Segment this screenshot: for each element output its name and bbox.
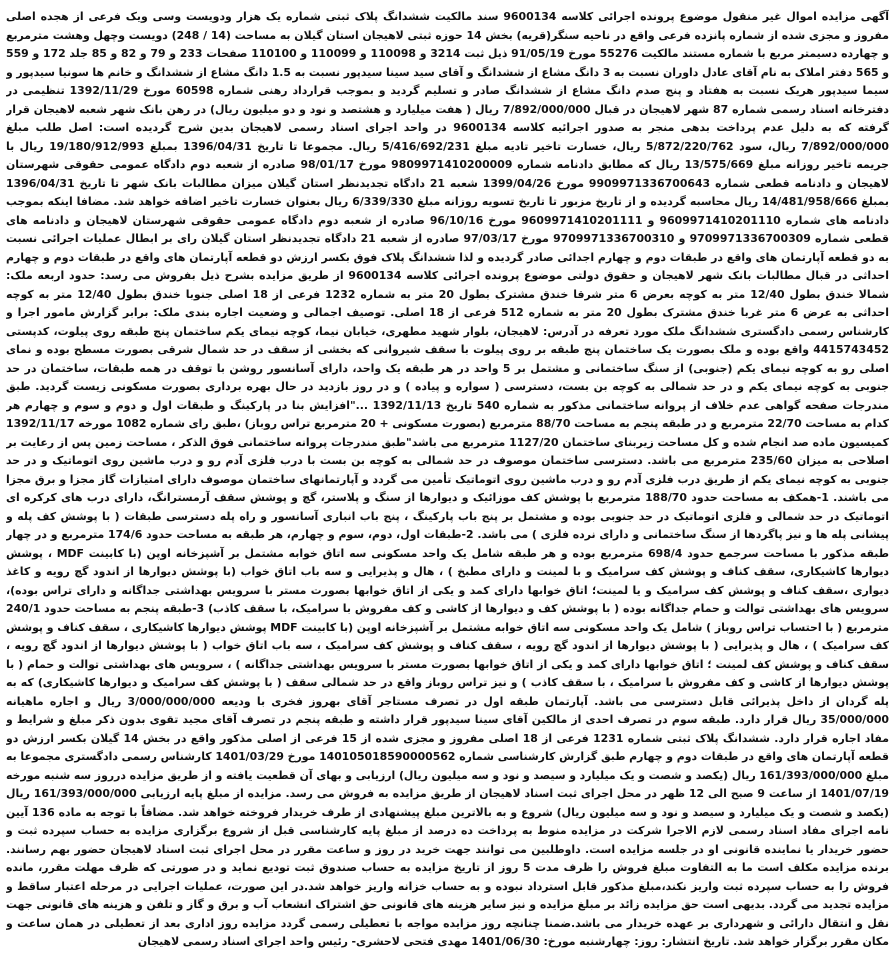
auction-notice-page	[6, 8, 889, 964]
auction-notice-body: آگهی مزایده اموال غیر منقول موضوع پرونده اجرائی کلاسه 9600134 سند مالکیت ششدانگ پلاک ثبتی شماره یک هزار ودویست وسی ویک فرعی از هجده اصلی مفروز و مجزی شده از شماره پانزده فرعی واقع در ناحیه سنگر(قریه) بخش 14 حوزه ثبتی لاهیجان استان گیلان به مساحت (14 / 248) دویست وچهل وهشت مترمربع و چهارده دسیمتر مربع با شماره مستند مالکیت 55276 مورخ 91/05/19 ذیل ثبت 3214 و 110098 و 110099 و 110100 صفحات 233 و 79 و 82 و 85 جلد 172 و 559 و 565 دفتر املاک به نام آقای عادل داوران نسبت به 3 دانگ مشاع از ششدانگ و آقای سید سینا سیدپور نسبت به 1.5 دانگ مشاع از ششدانگ و خانم ها سونیا سیدپور و سیما سیدپور هریک نسبت به هفتاد و پنج صدم دانگ مشاع از ششدانگ صادر و تسلیم گردید و بموجب قرارداد رهنی شماره 60598 مورخ 1392/11/29 تنظیمی در دفترخانه اسناد رسمی شماره 87 شهر لاهیجان در قبال 7/892/000/000 ریال ( هفت میلیارد و هشتصد و نود و دو میلیون ریال) در رهن بانک شهر شعبه لاهیجان قرار گرفته که به دلیل عدم پرداخت بدهی منجر به صدور اجرائیه کلاسه 9600134 در واحد اجرای اسناد رسمی لاهیجان بدین شرح گردیده است: اصل طلب مبلغ 7/892/000/000 ریال، سود 5/872/220/762 ریال، خسارت تاخیر تادیه مبلغ 5/416/692/231 ریال. مجموعا تا تاریخ 1396/04/31 بمبلغ 19/180/912/993 ریال با جریمه تاخیر روزانه مبلغ 13/575/669 ریال که مطابق دادنامه شماره 9809971410200009 مورخ 98/01/17 صادره از شعبه دوم دادگاه عمومی حقوقی شهرستان لاهیجان و دادنامه قطعی شماره 9909971336700643 مورخ 1399/04/26 شعبه 21 دادگاه تجدیدنظر استان گیلان میزان مطالبات بانک شهر تا تاریخ 1396/04/31 بمبلغ 14/481/958/666 ریال محاسبه گردیده و از تاریخ مزبور تا تاریخ تسویه روزانه مبلغ 6/339/330 ریال بعنوان خسارت تاخیر اضافه خواهد شد. مضافا اینکه بموجب دادنامه های شماره 9609971410201110 و 9609971410201111 مورخ 96/10/16 صادره از شعبه دوم دادگاه عمومی حقوقی شهرستان لاهیجان و دادنامه های قطعی شماره 9709971336700309 و 9709971336700310 مورخ 97/03/17 صادره از شعبه 21 دادگاه تجدیدنظر استان گیلان رای بر ابطال عملیات اجرائی نسبت به دو قطعه آپارتمان های واقع در طبقات دوم و چهارم اجدائی صادر گردیده و لذا ششدانگ پلاک فوق بکسر ارزش دو قطعه آپارتمان های واقع در طبقات دوم و چهارم احداثی در قبال مطالبات بانک شهر لاهیجان و حقوق دولتی موضوع پرونده اجرائی کلاسه 9600134 از طریق مزایده بشرح ذیل بفروش می رسد: حدود اربعه ملک: شمالا خندق بطول 12/40 متر به کوچه بعرض 6 متر شرقا خندق مشترک بطول 20 متر به شماره 1232 فرعی از 18 اصلی جنوبا خندق بطول 12/40 متر به کوچه احداثی به عرض 6 متر غربا خندق مشترک بطول 20 متر به شماره 512 فرعی از 18 اصلی. توصیف اجمالی و وضعیت اجاره بندی ملک: برابر گزارش مامور اجرا و کارشناس رسمی دادگستری ششدانگ ملک مورد تعرفه در آدرس: لاهیجان، بلوار شهید مطهری، خیابان نیما، کوچه نیمای یکم ساختمان پنج طبقه روی پیلوت، کدپستی 4415743452 واقع بوده و ملک بصورت یک ساختمان پنج طبقه بر روی پیلوت با سقف شیروانی که بخشی از سقف در حد شمال شرقی بصورت مسطح بوده و نمای اصلی رو به کوچه نیمای یکم (جنوبی) از سنگ ساختمانی و مشتمل بر 5 واحد در هر طبقه یک واحد، دارای آسانسور روشن با توقف در همه طبقات، ساختمان در حد جنوبی به کوچه نیمای یکم و در حد شمالی به کوچه بن بست، دسترسی ( سواره و پیاده ) و در روز بازدید در حال بهره برداری بصورت مسکونی زیست گردید. طبق مندرجات صفحه گواهی عدم خلاف از پروانه ساختمانی مذکور به شماره 540 تاریخ 1392/11/13 ..."افزایش بنا در پارکینگ و طبقات اول و دوم و سوم و چهارم هر کدام به مساحت 22/70 مترمربع و در طبقه پنجم به مساحت 88/70 مترمربع (بصورت مسکونی + 20 مترمربع تراس روباز) ،طبق رای شماره 1082 مورخه 1392/11/17 کمیسیون ماده صد انجام شده و کل مساحت زیربنای ساختمان 1127/20 مترمربع می باشد"طبق مندرجات پروانه ساختمانی فوق الذکر ، مساحت زمین پس از رعایت بر اصلاحی به میزان 235/60 مترمربع می باشد. دسترسی ساختمان موصوف در حد شمالی به کوچه بن بست با درب فلزی آدم رو و درب ماشین روی اتوماتیک و در حد جنوبی به کوچه نیمای یکم از طریق درب فلزی آدم رو و درب ماشین روی اتوماتیک تأمین می گردد و آپارتمانهای ساختمان موصوف دارای امتیازات گاز مجزا و برق مجزا می باشند. 1-همکف به مساحت حدود 188/70 مترمربع با پوشش کف موزائیک و دیوارها از سنگ و پلاستر، گچ و پوشش سقف آرمسترانگ، دارای درب های کرکره ای اتوماتیک در حد شمالی و فلزی اتوماتیک در حد جنوبی بوده و مشتمل بر پنج باب پارکینگ ، پنج باب انباری آسانسور و راه پله دسترسی طبقات ( با پوشش کف پله و پیشانی پله ها و نیز پاگردها از سنگ ساختمانی و دارای نرده فلزی ) می باشد. 2-طبقات اول، دوم، سوم و چهارم، هر طبقه به مساحت حدود 174/6 مترمربع و در چهار طبقه مذکور با مساحت سرجمع حدود 698/4 مترمربع بوده و هر طبقه شامل یک واحد مسکونی سه اتاق خوابه مشتمل بر آشپزخانه اوپن (با کابینت MDF ، پوشش دیوارها کاشیکاری، سقف کناف و پوشش کف سرامیک و با لمینت و دارای مطبخ ) ، هال و پذیرایی و سه باب اتاق خواب (با پوشش دیوارها از اندود گچ رویه و کاغذ دیواری ،سقف کناف و پوشش کف سرامیک و یا لمینت؛ اتاق خوابها دارای کمد و یکی از اتاق خوابها بصورت مستر با سرویس بهداشتی جداگانه و دارای تراس بوده)، سرویس های بهداشتی توالت و حمام جداگانه بوده ( با پوشش کف و دیوارها از کاشی و کف مفروش با سرامیک، با سقف کاذب) 3-طبقه پنجم به مساحت حدود 240/1 مترمربع ( با احتساب تراس روباز ) شامل یک واحد مسکونی سه اتاق خوابه مشتمل بر آشپزخانه اوپن (با کابینت MDF پوشش دیوارها کاشیکاری ، سقف کناف و پوشش کف سرامیک ) ، هال و پذیرایی ( با پوشش دیوارها از اندود گچ رویه ، سقف کناف و پوشش کف سرامیک ، سه باب اتاق خواب ( با پوشش دیوارها از اندود گچ رویه ، سقف کناف و پوشش کف لمینت ؛ اتاق خوابها دارای کمد و یکی از اتاق خوابها بصورت مستر با سرویس بهداشتی جداگانه ) ، سرویس های بهداشتی توالت و حمام ( با پوشش دیوارها از کاشی و کف مفروش با سرامیک ، با سقف کاذب ) و نیز تراس روباز واقع در حد شمالی سقف ( با پوشش کف سرامیک و دیوارها کاشیکاری) که به پله گردان از داخل پذیرائی قابل دسترسی می باشد. آپارتمان طبقه اول در تصرف مستاجر آقای بهروز فخری با ودیعه 3/000/000/000 ریال و اجاره ماهیانه 35/000/000 ریال قرار دارد. طبقه سوم در تصرف احدی از مالکین آقای سینا سیدپور قرار داشته و طبقه پنجم در تصرف آقای مجید تقوی بدون ذکر مبلغ و شرایط و مفاد اجاره قرار دارد. ششدانگ پلاک ثبتی شماره 1231 فرعی از 18 اصلی مفروز و مجزی شده از 15 فرعی از اصلی مذکور واقع در بخش 14 گیلان بکسر ارزش دو قطعه آپارتمان های واقع در طبقات دوم و چهارم طبق گزارش کارشناسی شماره 140105018590000562 مورخ 1401/03/29 کارشناس رسمی دادگستری مجموعا به مبلغ 161/393/000/000 ریال (یکصد و شصت و یک میلیارد و سیصد و نود و سه میلیون ریال) ارزیابی و بهای آن قطعیت یافته و از طریق مزایده درروز سه شنبه مورخه 1401/07/19 از ساعت 9 صبح الی 12 ظهر در محل اجرای ثبت اسناد لاهیجان از طریق مزایده به فروش می رسد. مزایده از مبلغ پایه ارزیابی 161/393/000/000 ریال (یکصد و شصت و یک میلیارد و سیصد و نود و سه میلیون ریال) شروع و به بالاترین مبلغ پیشنهادی از طرف خریدار فروخته خواهد شد. مضافاً با توجه به ماده 136 آیین نامه اجرای مفاد اسناد رسمی لازم الاجرا شرکت در مزایده منوط به پرداخت ده درصد از مبلغ پایه کارشناسی قبل از شروع برگزاری مزایده به حساب سپرده ثبت و حضور خریدار یا نماینده قانونی او در جلسه مزایده است. داوطلبین می توانند جهت خرید در روز و ساعت مقرر در محل اجرای ثبت اسناد لاهیجان حضور بهم رسانند. برنده مزایده مکلف است ما به التفاوت مبلغ فروش را ظرف مدت 5 روز از تاریخ مزایده به حساب صندوق ثبت تودیع نماید و در صورتی که ظرف مهلت مقرر، مانده فروش را به حساب سپرده ثبت واریز نکند،مبلغ مذکور قابل استرداد نبوده و به حساب خزانه واریز خواهد شد.در این صورت، عملیات اجرایی در مرحله اعتبار ساقط و مزایده تجدید می گردد. بدیهی است حق مزایده زائد بر مبلغ مزایده و نیز سایر هزینه های قانونی حق اشتراک انشعاب آب و برق و گاز و تلفن و هزینه های قانونی جهت نقل و انتقال دارائی و شهرداری بر عهده خریدار می باشد.ضمنا چنانچه روز مزایده مواجه با تعطیلی رسمی گردد مزایده روز اداری بعد از تعطیلی در همان ساعت و مکان مقرر برگزار خواهد شد. تاریخ انتشار: روز: چهارشنبه مورخ: 1401/06/30 مهدی فتحی لاحشری- رئیس واحد اجرای اسناد رسمی لاهیجان	[6, 10, 889, 948]
